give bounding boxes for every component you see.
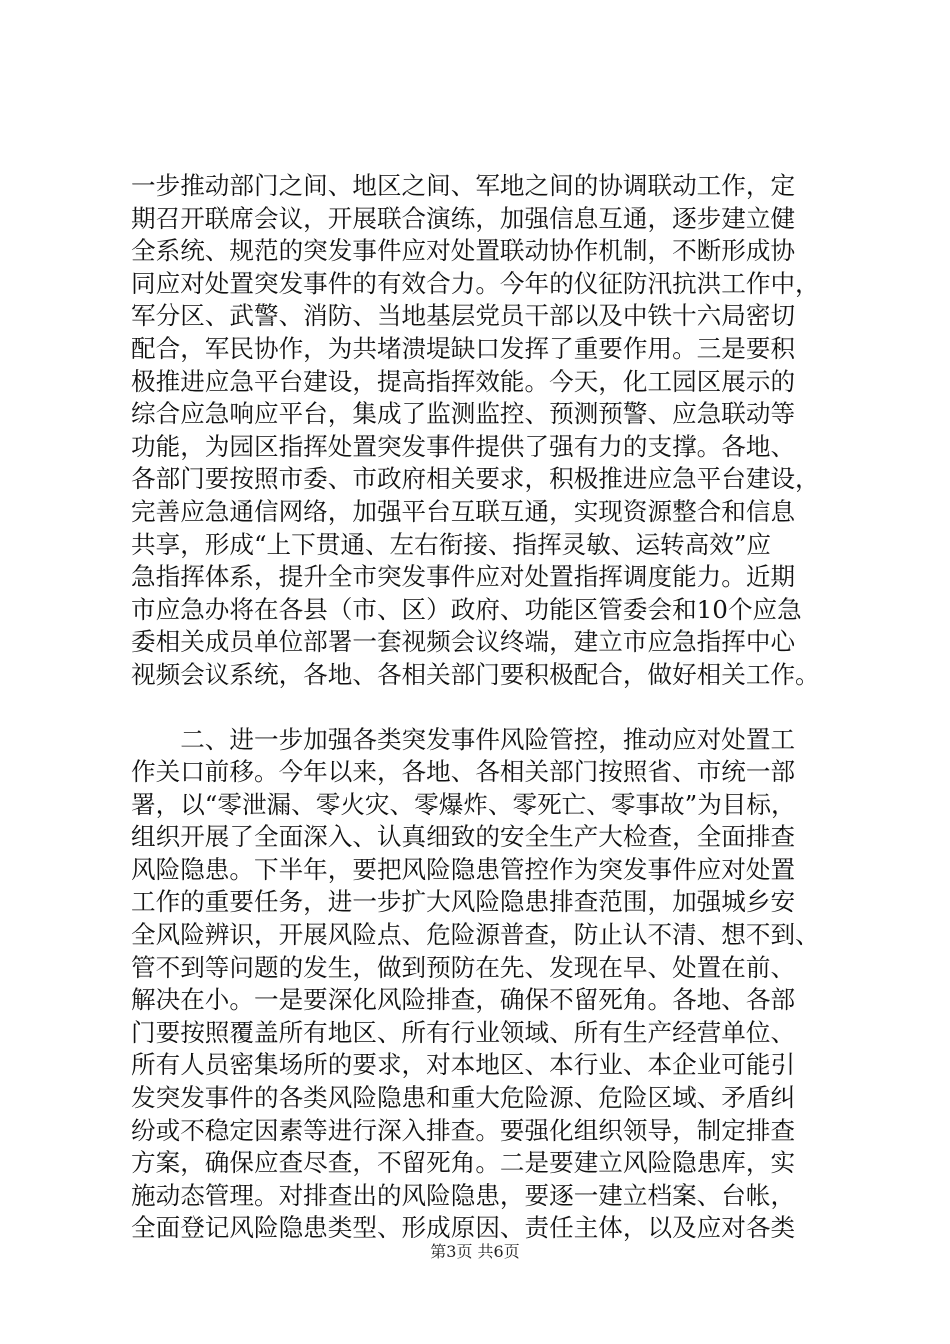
- text-line: 全风险辨识，开展风险点、危险源普查，防止认不清、想不到、: [131, 920, 820, 950]
- text-line: 解决在小。一是要深化风险排查，确保不留死角。各地、各部: [131, 985, 796, 1015]
- text-line: 委相关成员单位部署一套视频会议终端，建立市应急指挥中心: [131, 627, 796, 657]
- page-footer: [0, 1242, 950, 1262]
- text-line: 功能，为园区指挥处置突发事件提供了强有力的支撑。各地、: [131, 431, 796, 461]
- text-line: 所有人员密集场所的要求，对本地区、本行业、本企业可能引: [131, 1050, 796, 1080]
- text-line: 极推进应急平台建设，提高指挥效能。今天，化工园区展示的: [131, 366, 796, 396]
- text-line: 市应急办将在各县（市、区）政府、功能区管委会和10个应急: [131, 594, 802, 624]
- text-line: 军分区、武警、消防、当地基层党员干部以及中铁十六局密切: [131, 301, 796, 331]
- text-line: 共享，形成“上下贯通、左右衔接、指挥灵敏、运转高效”应: [131, 529, 771, 559]
- paragraph-gap: [131, 692, 833, 724]
- text-line: 同应对处置突发事件的有效合力。今年的仪征防汛抗洪工作中，: [131, 268, 820, 298]
- text-line: 视频会议系统，各地、各相关部门要积极配合，做好相关工作。: [131, 659, 820, 689]
- text-line: 纷或不稳定因素等进行深入排查。要强化组织领导，制定排查: [131, 1115, 796, 1145]
- text-line: 管不到等问题的发生，做到预防在先、发现在早、处置在前、: [131, 952, 796, 982]
- text-line: 门要按照覆盖所有地区、所有行业领域、所有生产经营单位、: [131, 1017, 796, 1047]
- text-line: 全面登记风险隐患类型、形成原因、责任主体，以及应对各类: [131, 1213, 796, 1243]
- text-line: 完善应急通信网络，加强平台互联互通，实现资源整合和信息: [131, 496, 796, 526]
- text-line: 二、进一步加强各类突发事件风险管控，推动应对处置工: [131, 724, 796, 754]
- text-line: 方案，确保应查尽查，不留死角。二是要建立风险隐患库，实: [131, 1148, 796, 1178]
- paragraph-1: [131, 170, 833, 692]
- text-line: 工作的重要任务，进一步扩大风险隐患排查范围，加强城乡安: [131, 887, 796, 917]
- text-line: 综合应急响应平台，集成了监测监控、预测预警、应急联动等: [131, 399, 796, 429]
- text-line: 风险隐患。下半年，要把风险隐患管控作为突发事件应对处置: [131, 854, 796, 884]
- text-line: 一步推动部门之间、地区之间、军地之间的协调联动工作，定: [131, 171, 796, 200]
- body-text: [131, 170, 833, 1245]
- text-line: 发突发事件的各类风险隐患和重大危险源、危险区域、矛盾纠: [131, 1083, 796, 1113]
- text-line: 急指挥体系，提升全市突发事件应对处置指挥调度能力。近期: [131, 562, 796, 592]
- text-line: 各部门要按照市委、市政府相关要求，积极推进应急平台建设，: [131, 464, 820, 494]
- paragraph-2: [131, 724, 833, 1246]
- page-number: 第3页 共6页: [430, 1242, 520, 1261]
- text-line: 期召开联席会议，开展联合演练，加强信息互通，逐步建立健: [131, 203, 796, 233]
- text-line: 全系统、规范的突发事件应对处置联动协作机制，不断形成协: [131, 236, 796, 266]
- text-line: 作关口前移。今年以来，各地、各相关部门按照省、市统一部: [131, 757, 796, 787]
- text-line: 署，以“零泄漏、零火灾、零爆炸、零死亡、零事故”为目标，: [131, 789, 796, 819]
- text-line: 施动态管理。对排查出的风险隐患，要逐一建立档案、台帐，: [131, 1180, 796, 1210]
- text-line: 组织开展了全面深入、认真细致的安全生产大检查，全面排查: [131, 822, 796, 852]
- text-line: 配合，军民协作，为共堵溃堤缺口发挥了重要作用。三是要积: [131, 333, 796, 363]
